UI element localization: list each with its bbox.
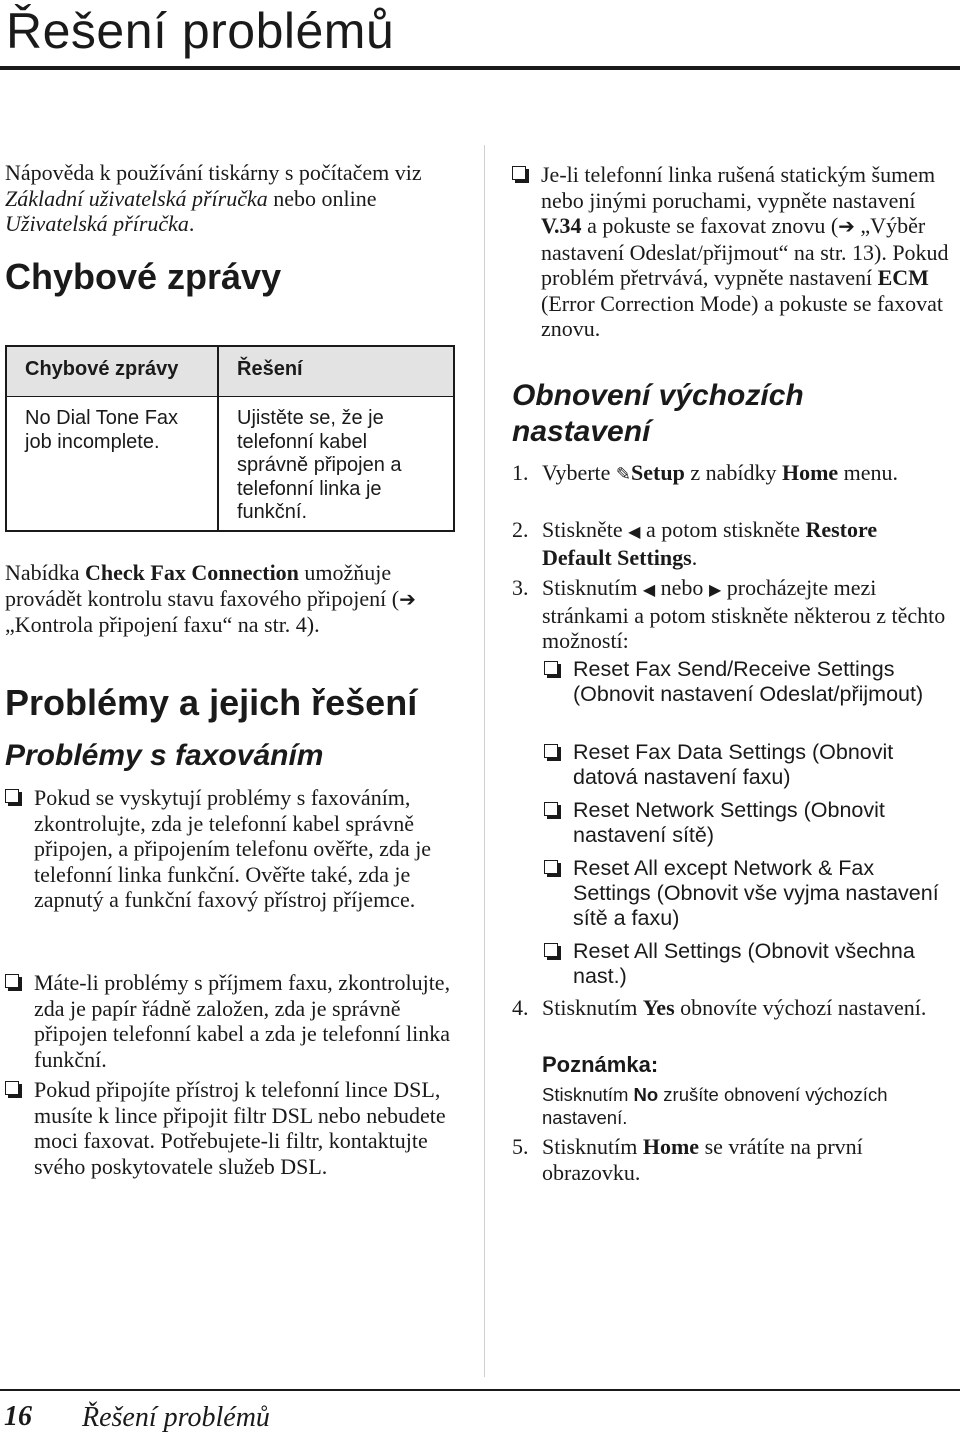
check-fax-connection-label: Check Fax Connection — [85, 560, 299, 585]
intro-text: Nápověda k používání tiskárny s počítačem viz — [5, 160, 422, 185]
v34-label: V.34 — [541, 213, 582, 238]
step-item: 1. Vyberte ✎Setup z nabídky Home menu. — [512, 460, 899, 485]
step-item: 2. Stiskněte ◀ a potom stiskněte Restore Default Settings. — [512, 517, 878, 570]
reset-option: Reset Fax Send/Receive Settings (Obnovit nastavení Odeslat/přijmout) — [544, 657, 954, 707]
checkbox-bullet-icon — [5, 1081, 22, 1098]
list-item: Máte-li problémy s příjmem faxu, zkontrolujte, zda je papír řádně založen, zda je správně připojen telefonní kabel a zda je telefonní linka funkční. — [5, 970, 455, 1072]
arrow-right-icon: ➔ — [838, 214, 855, 238]
no-label: No — [633, 1084, 659, 1105]
home-label: Home — [642, 1134, 700, 1159]
page-reference-link[interactable]: „Kontrola připojení faxu“ na str. 4). — [5, 612, 320, 637]
footer-title: Řešení problémů — [82, 1402, 270, 1433]
page-title: Řešení problémů — [6, 3, 395, 59]
list-item: Pokud se vyskytují problémy s faxováním, zkontrolujte, zda je telefonní kabel správně připojen, a připojením telefonu ověřte, zda je telefonní linka funkční. Ověřte také, zda je zapnutý a funkční faxový přístroj příjemce. — [5, 785, 455, 913]
wrench-icon: ✎ — [615, 464, 632, 485]
intro-text: nebo online — [267, 185, 377, 211]
checkbox-bullet-icon — [544, 860, 561, 877]
arrow-right-icon: ➔ — [399, 586, 416, 611]
checkbox-bullet-icon — [512, 166, 529, 183]
error-table-cell-solution: Ujistěte se, že je telefonní kabel správně připojen a telefonní linka je funkční. — [237, 407, 402, 523]
column-divider — [484, 145, 485, 1377]
intro-paragraph — [5, 160, 465, 237]
checkbox-bullet-icon — [544, 943, 561, 960]
reset-option: Reset All except Network & Fax Settings (Obnovit vše vyjma nastavení sítě a faxu) — [544, 856, 954, 931]
checkbox-bullet-icon — [544, 744, 561, 761]
basic-guide-ref: Základní uživatelská příručka — [5, 185, 268, 211]
left-arrow-icon: ◀ — [628, 522, 641, 541]
step-item: 3. Stisknutím ◀ nebo ▶ procházejte mezi stránkami a potom stiskněte některou z těchto možností: — [512, 575, 946, 653]
reset-option: Reset All Settings (Obnovit všechna nast.) — [544, 939, 954, 989]
setup-label: Setup — [631, 460, 685, 485]
home-label: Home — [781, 460, 839, 485]
ecm-label: ECM — [877, 265, 929, 290]
error-table-cell-message: No Dial Tone Fax job incomplete. — [25, 407, 179, 453]
list-item: Je-li telefonní linka rušená statickým šumem nebo jinými poruchami, vypněte nastavení V.34 a pokuste se faxovat znovu (➔ „Výběr nastavení Odeslat/přijmout“ na str. 13). Pokud problém přetrvává, vypněte nastavení ECM (Error Correction Mode) a pokuste se faxovat znovu. — [512, 162, 957, 342]
checkbox-bullet-icon — [5, 974, 22, 991]
checkbox-bullet-icon — [5, 789, 22, 806]
error-table-header-solution: Řešení — [237, 358, 303, 380]
problems-heading: Problémy a jejich řešení — [5, 682, 418, 723]
left-arrow-icon: ◀ — [642, 580, 656, 599]
note-text: Stisknutím No zrušíte obnovení výchozích nastavení. — [542, 1084, 888, 1128]
error-table — [5, 345, 455, 532]
checkbox-bullet-icon — [544, 661, 561, 678]
list-item: Pokud připojíte přístroj k telefonní lince DSL, musíte k lince připojit filtr DSL nebo nebudete moci faxovat. Potřebujete-li filtr, kontaktujte svého poskytovatele služeb DSL. — [5, 1077, 455, 1179]
error-messages-heading: Chybové zprávy — [5, 256, 282, 297]
right-arrow-icon: ▶ — [708, 580, 722, 599]
check-fax-paragraph: Nabídka Check Fax Connection umožňuje provádět kontrolu stavu faxového připojení (➔ „Kontrola připojení faxu“ na str. 4). — [5, 560, 416, 637]
page-number: 16 — [4, 1401, 32, 1432]
reset-option: Reset Network Settings (Obnovit nastavení sítě) — [544, 798, 954, 848]
user-guide-ref: Uživatelská příručka — [5, 211, 189, 236]
error-table-divider — [217, 347, 219, 530]
footer-rule — [0, 1389, 960, 1391]
step-item: 4. Stisknutím Yes obnovíte výchozí nastavení. — [512, 995, 927, 1020]
step-item: 5. Stisknutím Home se vrátíte na první obrazovku. — [512, 1134, 863, 1185]
yes-label: Yes — [642, 995, 675, 1020]
intro-text: . — [188, 211, 195, 236]
restore-default-settings-label: Restore Default Settings — [542, 517, 878, 570]
page-reference-link[interactable]: „Výběr nastavení Odeslat/přijmout“ na str. 13). Pokud problém přetrvává, vypněte nastavení — [541, 213, 949, 290]
reset-option: Reset Fax Data Settings (Obnovit datová nastavení faxu) — [544, 740, 954, 790]
header-rule — [0, 66, 960, 70]
restore-defaults-heading: Obnovení výchozích nastavení — [512, 379, 804, 448]
error-table-header-messages: Chybové zprávy — [25, 358, 179, 380]
fax-problems-subheading: Problémy s faxováním — [5, 739, 324, 772]
checkbox-bullet-icon — [544, 802, 561, 819]
note-title: Poznámka: — [542, 1052, 659, 1077]
